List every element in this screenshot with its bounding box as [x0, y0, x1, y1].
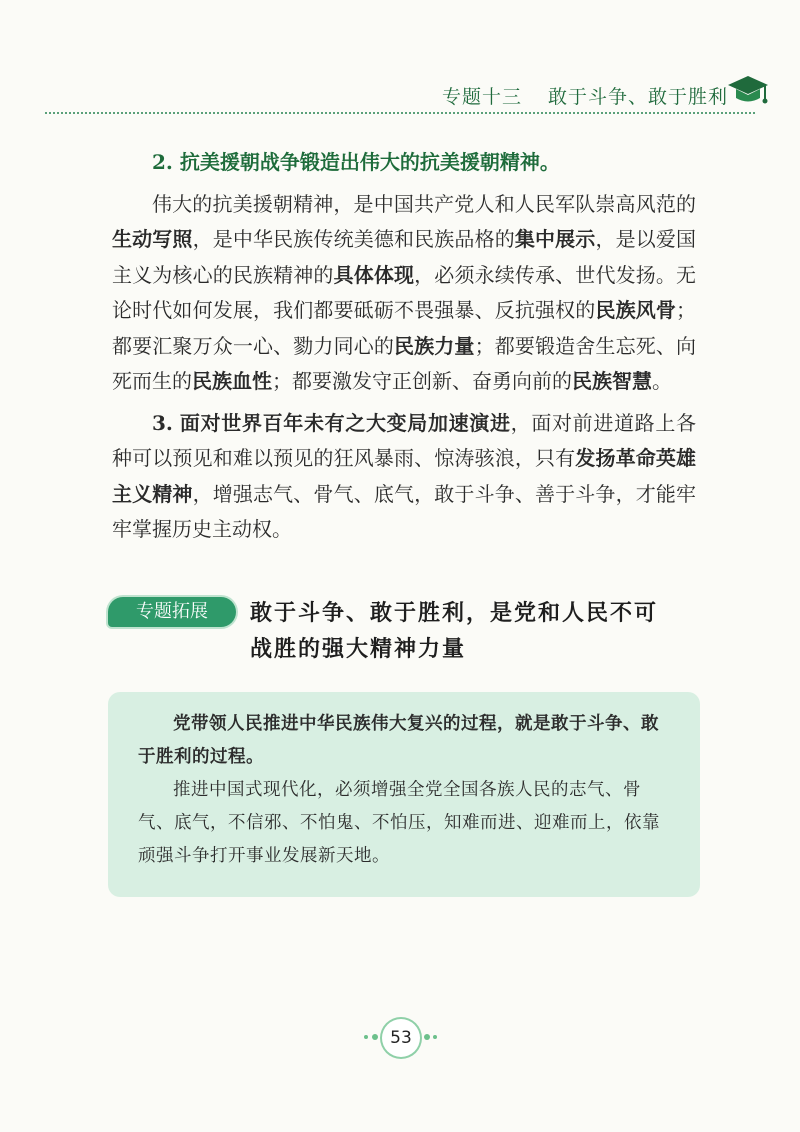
body-text: ；都要激发守正创新、奋勇向前的	[272, 369, 572, 393]
topic-extension	[108, 595, 708, 675]
quote-box	[108, 692, 700, 897]
paragraph-point-3	[112, 406, 696, 548]
emphasis-text: 民族血性	[192, 369, 272, 393]
topic-title-line2: 战胜的强大精神力量	[250, 636, 467, 662]
emphasis-text: 民族风骨	[595, 298, 677, 322]
emphasis-text: 3.	[152, 410, 173, 435]
heading-number: 2.	[152, 150, 173, 174]
heading-text: 抗美援朝战争锻造出伟大的抗美援朝精神	[179, 150, 540, 174]
body-text: ；都要汇聚万众一心、勠力同心的	[112, 298, 697, 358]
running-head	[442, 82, 728, 109]
page-header	[0, 60, 800, 120]
running-head-section: 专题十三	[441, 86, 522, 108]
page-number: 53	[382, 1019, 420, 1057]
running-head-title: 敢于斗争、敢于胜利	[547, 86, 728, 108]
emphasis-text: 发扬革命英雄主义精神	[112, 446, 697, 506]
main-text	[112, 145, 696, 554]
body-text: ，面对前进道路上各种可以预见和难以预见的狂风暴雨、惊涛骇浪，只有	[112, 410, 697, 470]
emphasis-text: 集中展示	[514, 227, 596, 251]
body-text: ，是中华民族传统美德和民族品格的	[192, 227, 515, 251]
emphasis-text: 面对世界百年未有之大变局加速演进	[179, 410, 511, 435]
emphasis-text: 生动写照	[112, 227, 193, 251]
section-heading-2	[112, 145, 696, 181]
quote-body: 推进中国式现代化，必须增强全党全国各族人民的志气、骨气、底气，不信邪、不怕鬼、不怕压，知难而进、迎难而上，依靠顽强斗争打开事业发展新天地。	[138, 780, 660, 866]
body-text: ，是以爱国主义为核心的民族精神的	[112, 227, 697, 287]
quote-box-text	[138, 708, 676, 873]
quote-lead: 党带领人民推进中华民族伟大复兴的过程，就是敢于斗争、敢于胜利的过程。	[138, 714, 659, 767]
body-text: 伟大的抗美援朝精神，是中国共产党人和人民军队崇高风范的	[152, 191, 696, 216]
decor-dot	[372, 1034, 378, 1040]
topic-title	[250, 595, 690, 667]
page-number-badge	[360, 1013, 440, 1063]
emphasis-text: 民族力量	[394, 333, 475, 358]
decor-dot	[433, 1035, 437, 1039]
emphasis-text: 具体体现	[333, 262, 415, 287]
paragraph-spirit	[112, 187, 696, 400]
body-text: ，必须永续传承、世代发扬。无论时代如何发展，我们都要砥砺不畏强暴、反抗强权的	[112, 262, 697, 322]
body-text: ；都要锻造舍生忘死、向死而生的	[112, 333, 697, 393]
body-text	[173, 411, 180, 435]
header-dotted-rule	[45, 112, 755, 114]
topic-title-line1: 敢于斗争、敢于胜利，是党和人民不可	[250, 600, 659, 626]
topic-badge: 专题拓展	[108, 597, 236, 627]
body-text: 。	[652, 369, 672, 393]
heading-end: 。	[539, 150, 560, 174]
graduation-cap-icon	[726, 72, 770, 110]
decor-dot	[424, 1034, 430, 1040]
body-text: ，增强志气、骨气、底气，敢于斗争、善于斗争，才能牢牢掌握历史主动权。	[112, 481, 697, 541]
emphasis-text: 民族智慧	[572, 369, 652, 393]
decor-dot	[364, 1035, 368, 1039]
